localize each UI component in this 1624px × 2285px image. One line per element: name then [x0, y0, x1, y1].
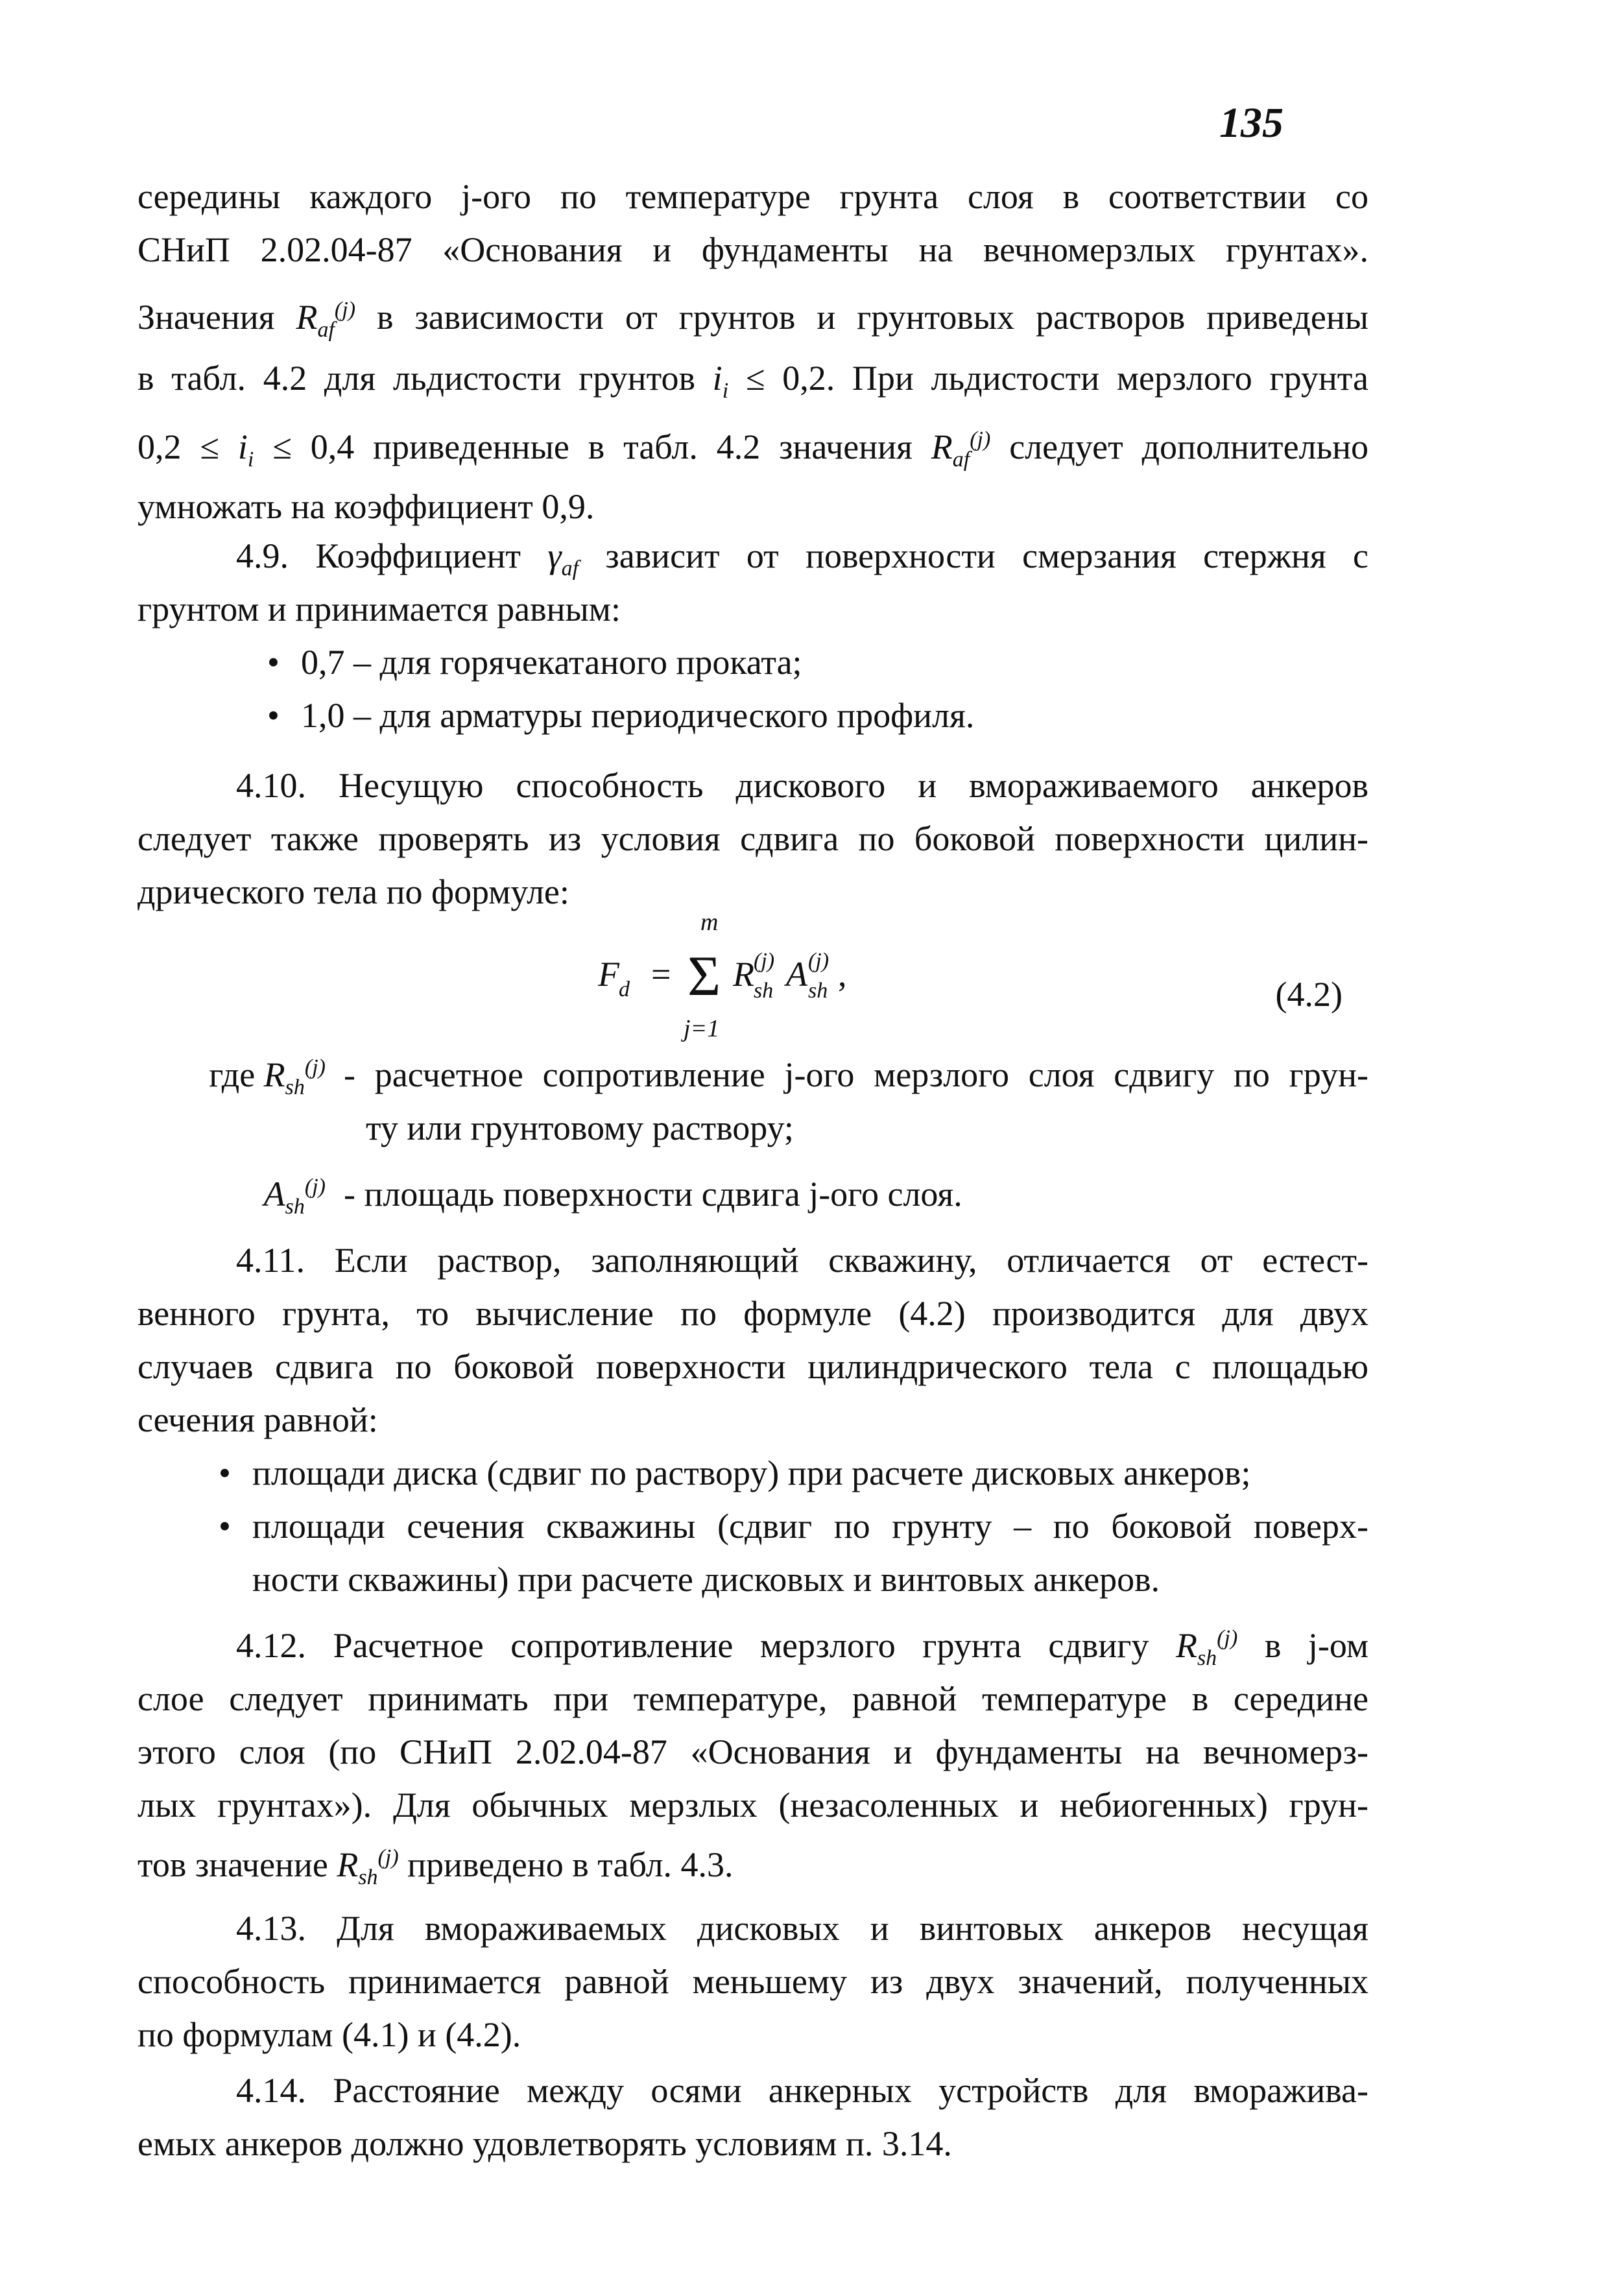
text-line: Значения $R_{af}^{(j)}$ в зависимости от грунтов и грунтовых растворов приведены	[137, 291, 1368, 344]
text-line: венного грунта, то вычисление по формуле (4.2) производится для двух	[137, 1294, 1368, 1333]
definition-row	[137, 1167, 1368, 1221]
text-line: 4.14. Расстояние между осями анкерных устройств для вморажива-	[236, 2071, 1368, 2110]
bullet-icon: •	[219, 1507, 231, 1546]
formula-definitions	[137, 1048, 1368, 1221]
section-4-12	[137, 1619, 1368, 1891]
text-line: ности скважины) при расчете дисковых и винтовых анкеров.	[252, 1560, 1160, 1599]
text-line: дрического тела по формуле:	[137, 872, 569, 911]
list-item: • площади диска (сдвиг по раствору) при расчете дисковых анкеров;	[219, 1446, 1368, 1500]
text-line: СНиП 2.02.04-87 «Основания и фундаменты на вечномерзлых грунтах».	[137, 230, 1368, 269]
text-line: способность принимается равной меньшему из двух значений, полученных	[137, 1962, 1368, 2001]
formula-svg	[137, 908, 1368, 1070]
section-4-14	[137, 2064, 1368, 2170]
text-line: 4.13. Для вмораживаемых дисковых и винтовых анкеров несущая	[236, 1909, 1368, 1948]
text-line: 4.9. Коэффициент $\gamma_{af}$ зависит от поверхности смерзания стержня с	[137, 529, 1368, 582]
section-4-11	[137, 1234, 1368, 1606]
text-line: умножать на коэффициент 0,9.	[137, 487, 595, 526]
text-line: следует также проверять из условия сдвига по боковой поверхности цилин-	[137, 819, 1368, 858]
sigma-icon: Σ	[687, 945, 721, 1008]
symbol-gamma-af: $\gamma_{af}$	[547, 536, 579, 580]
section-4-10	[137, 759, 1368, 918]
bullet-icon: •	[219, 1454, 231, 1492]
formula-a-sub: sh	[808, 979, 828, 1003]
text-line: 4.12. Расчетное сопротивление мерзлого грунта сдвигу $R_{sh}^{(j)}$ в j-ом	[137, 1619, 1368, 1672]
sum-lower-limit: j=1	[684, 1015, 720, 1042]
text-line: слое следует принимать при температуре, равной температуре в середине	[137, 1679, 1368, 1718]
text-line: в табл. 4.2 для льдистости грунтов $i_i \le 0,2$. При льдистости мерзлого грунта	[137, 352, 1368, 405]
symbol-i-i: $i_i$	[237, 427, 254, 472]
text-line: ту или грунтовому раствору;	[366, 1108, 794, 1147]
paragraph-intro	[137, 170, 1368, 533]
formula-4-2	[137, 908, 1368, 1070]
text-line: $0,2 \le i_i \le 0,4$ приведенные в табл. 4.2 значения $R_{af}^{(j)}$ следует дополнительно	[137, 420, 1368, 473]
section-4-13	[137, 1902, 1368, 2061]
list-item: • 1,0 – для арматуры периодического профиля.	[267, 689, 1368, 742]
text-line: грунтом и принимается равным:	[137, 590, 621, 628]
formula-equals: =	[651, 955, 671, 994]
section-4-9	[137, 529, 1368, 742]
text-line: по формулам (4.1) и (4.2).	[137, 2015, 521, 2054]
symbol-r-af-j: $R_{af}^{(j)}$	[296, 298, 356, 342]
page-number: 135	[1219, 99, 1284, 147]
formula-r-sub: sh	[754, 979, 774, 1003]
text-line: середины каждого j-ого по температуре грунта слоя в соответствии со	[137, 177, 1368, 216]
formula-a: A	[786, 955, 807, 994]
symbol-a-sh-j: $A_{sh}^{(j)}$	[263, 1175, 326, 1219]
text-line: тов значение $R_{sh}^{(j)}$ приведено в табл. 4.3.	[137, 1838, 1368, 1891]
list-item: • 0,7 – для горячекатаного проката;	[267, 636, 1368, 689]
bullet-icon: •	[267, 696, 280, 735]
symbol-r-sh-j: $R_{sh}^{(j)}$	[1175, 1626, 1238, 1670]
symbol-r-sh-j: $R_{sh}^{(j)}$	[337, 1845, 399, 1889]
bullet-icon: •	[267, 643, 280, 682]
where-label: где	[209, 1055, 256, 1094]
text-line: площади сечения скважины (сдвиг по грунту – по боковой поверх-	[252, 1507, 1368, 1546]
text-line: - площадь поверхности сдвига j-ого слоя.	[344, 1175, 962, 1214]
formula-a-sup: (j)	[808, 949, 830, 973]
definition-row	[137, 1048, 1368, 1154]
text-line: 4.11. Если раствор, заполняющий скважину, отличается от естест-	[236, 1241, 1368, 1280]
symbol-r-af-j: $R_{af}^{(j)}$	[931, 427, 991, 472]
sum-upper-limit: m	[700, 909, 719, 936]
text-line: лых грунтах»). Для обычных мерзлых (незасоленных и небиогенных) грун-	[137, 1786, 1368, 1824]
text-line: емых анкеров должно удовлетворять условиям п. 3.14.	[137, 2124, 952, 2163]
text-line: сечения равной:	[137, 1400, 378, 1439]
formula-r-sup: (j)	[754, 949, 775, 973]
formula-comma: ,	[838, 955, 847, 994]
equation-number: (4.2)	[1275, 975, 1343, 1014]
formula-lhs: F	[598, 955, 619, 994]
formula-r: R	[733, 955, 754, 994]
text-line: случаев сдвига по боковой поверхности цилиндрического тела с площадью	[137, 1347, 1368, 1386]
symbol-r-sh-j: $R_{sh}^{(j)}$	[263, 1055, 326, 1099]
text-line: 4.10. Несущую способность дискового и вмораживаемого анкеров	[236, 766, 1368, 805]
text-line: этого слоя (по СНиП 2.02.04-87 «Основания и фундаменты на вечномерз-	[137, 1732, 1368, 1771]
symbol-i-i: $i_i$	[712, 359, 729, 403]
formula-lhs-sub: d	[619, 977, 630, 1001]
text-line: - расчетное сопротивление j-ого мерзлого слоя сдвигу по грун-	[344, 1055, 1368, 1094]
list-item	[219, 1500, 1368, 1606]
